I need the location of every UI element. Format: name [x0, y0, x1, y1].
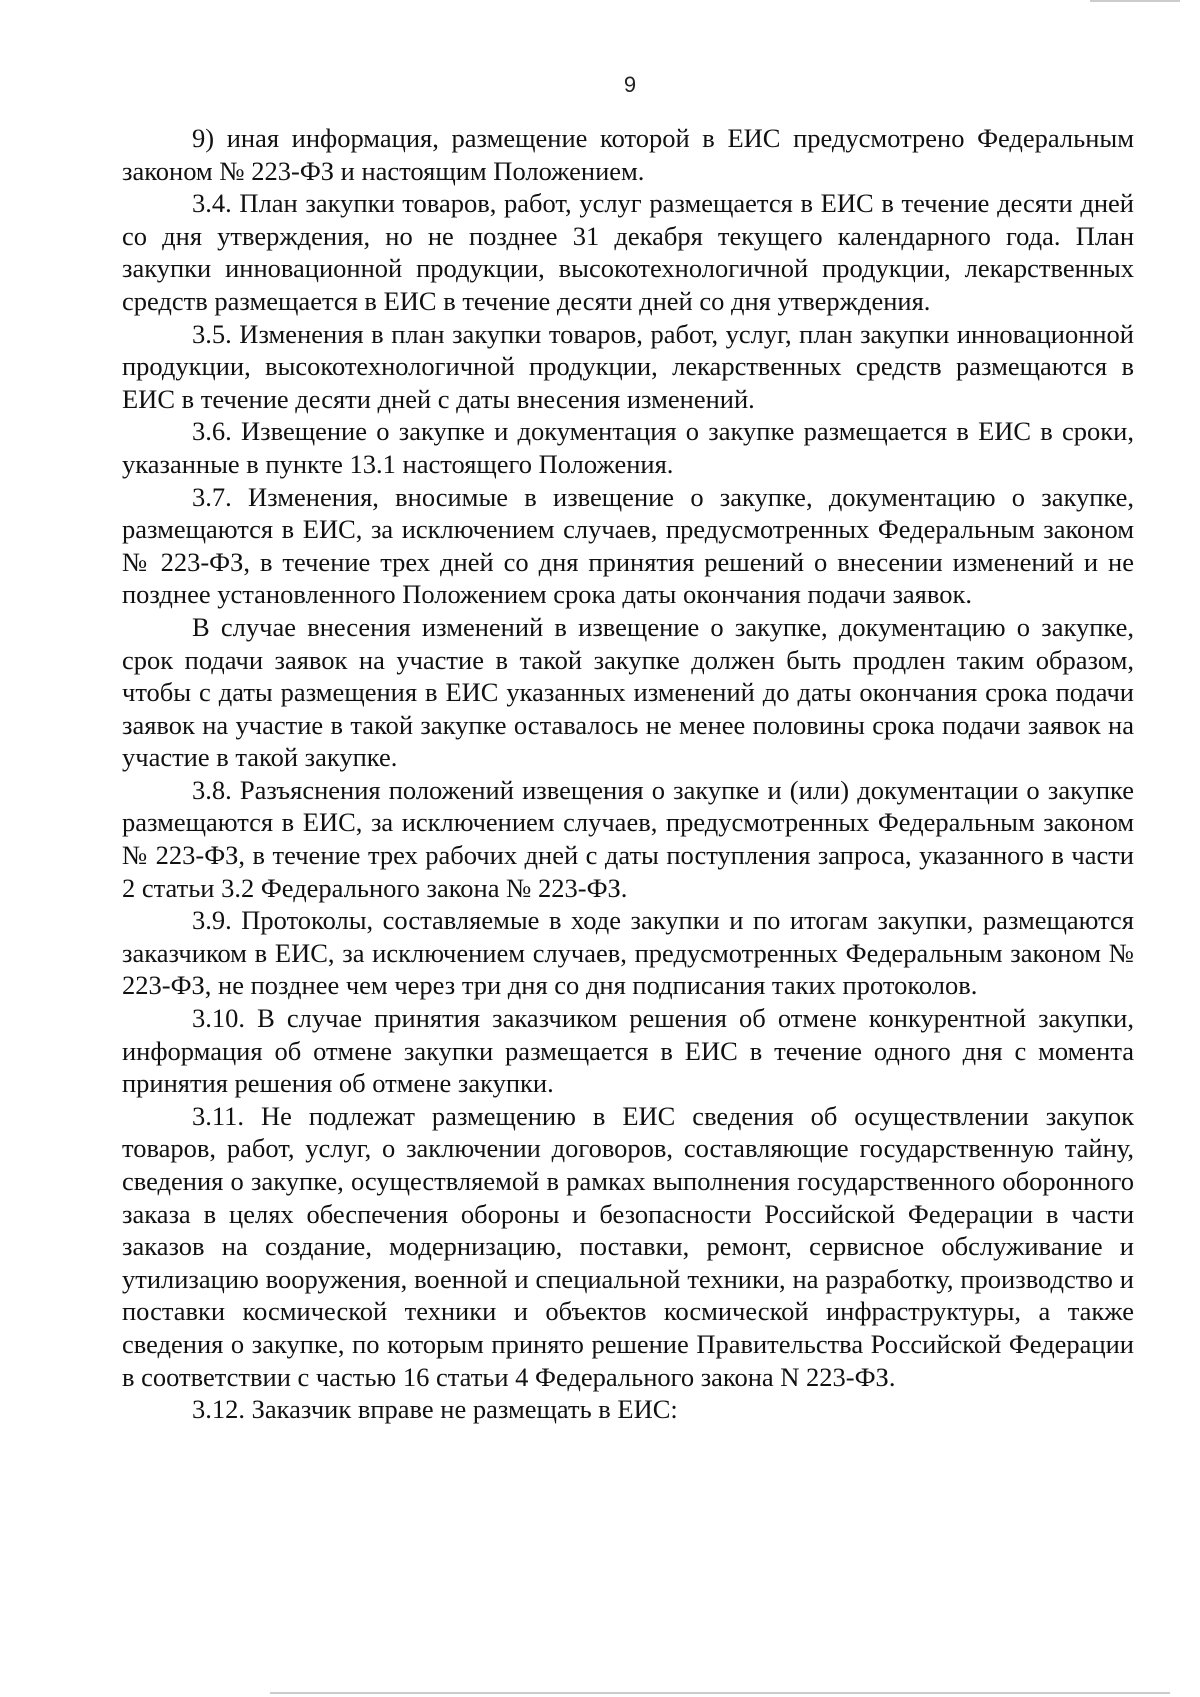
- paragraph-3-11: 3.11. Не подлежат размещению в ЕИС сведения об осуществлении закупок товаров, работ, услуг, о заключении договоров, составляющие государственную тайну, сведения о закупке, осуществляемой в рамках выполнения государственного оборонного заказа в целях обеспечения обороны и безопасности Российской Федерации в части заказов на создание, модернизацию, поставки, ремонт, сервисное обслуживание и утилизацию вооружения, военной и специальной техники, на разработку, производство и поставки космической техники и объектов космической инфраструктуры, а также сведения о закупке, по которым принято решение Правительства Российской Федерации в соответствии с частью 16 статьи 4 Федерального закона N 223-ФЗ.: [122, 1100, 1134, 1392]
- paragraph-3-6: 3.6. Извещение о закупке и документация о закупке размещается в ЕИС в сроки, указанные в пункте 13.1 настоящего Положения.: [122, 416, 1134, 479]
- paragraph-3-7: 3.7. Изменения, вносимые в извещение о закупке, документацию о закупке, размещаются в ЕИС, за исключением случаев, предусмотренных Федеральным законом № 223-ФЗ, в течение трех дней со дня принятия решений о внесении изменений и не позднее установленного Положением срока даты окончания подачи заявок.: [122, 481, 1134, 610]
- paragraph-3-4: 3.4. План закупки товаров, работ, услуг размещается в ЕИС в течение десяти дней со дня утверждения, но не позднее 31 декабря текущего календарного года. План закупки инновационной продукции, высокотехнологичной продукции, лекарственных средств размещается в ЕИС в течение десяти дней со дня утверждения.: [122, 188, 1134, 316]
- paragraph-3-8: 3.8. Разъяснения положений извещения о закупке и (или) документации о закупке размещаются в ЕИС, за исключением случаев, предусмотренных Федеральным законом № 223-ФЗ, в течение трех рабочих дней с даты поступления запроса, указанного в части 2 статьи 3.2 Федерального закона № 223-ФЗ.: [122, 774, 1134, 903]
- page-number: 9: [623, 72, 637, 97]
- scan-artifact-bottom: [270, 1692, 1170, 1694]
- paragraph-3-10: 3.10. В случае принятия заказчиком решения об отмене конкурентной закупки, информация об отмене закупки размещается в ЕИС в течение одного дня с момента принятия решения об отмене закупки.: [122, 1003, 1134, 1099]
- paragraph-3-12: 3.12. Заказчик вправе не размещать в ЕИС:: [192, 1394, 678, 1425]
- paragraph-3-9: 3.9. Протоколы, составляемые в ходе закупки и по итогам закупки, размещаются заказчиком в ЕИС, за исключением случаев, предусмотренных Федеральным законом № 223-ФЗ, не позднее чем через три дня со дня подписания таких протоколов.: [122, 905, 1134, 1001]
- scan-artifact-top-right: [1090, 0, 1180, 2]
- paragraph-3-7-continued: В случае внесения изменений в извещение о закупке, документацию о закупке, срок подачи заявок на участие в такой закупке должен быть продлен таким образом, чтобы с даты размещения в ЕИС указанных изменений до даты окончания срока подачи заявок на участие в такой закупке оставалось не менее половины срока подачи заявок на участие в такой закупке.: [122, 611, 1134, 773]
- paragraph-3-5: 3.5. Изменения в план закупки товаров, работ, услуг, план закупки инновационной продукции, высокотехнологичной продукции, лекарственных средств размещаются в ЕИС в течение десяти дней с даты внесения изменений.: [122, 318, 1134, 414]
- paragraph-item-9: 9) иная информация, размещение которой в ЕИС предусмотрено Федеральным законом № 223-ФЗ и настоящим Положением.: [122, 123, 1134, 186]
- document-body: [122, 122, 1134, 1426]
